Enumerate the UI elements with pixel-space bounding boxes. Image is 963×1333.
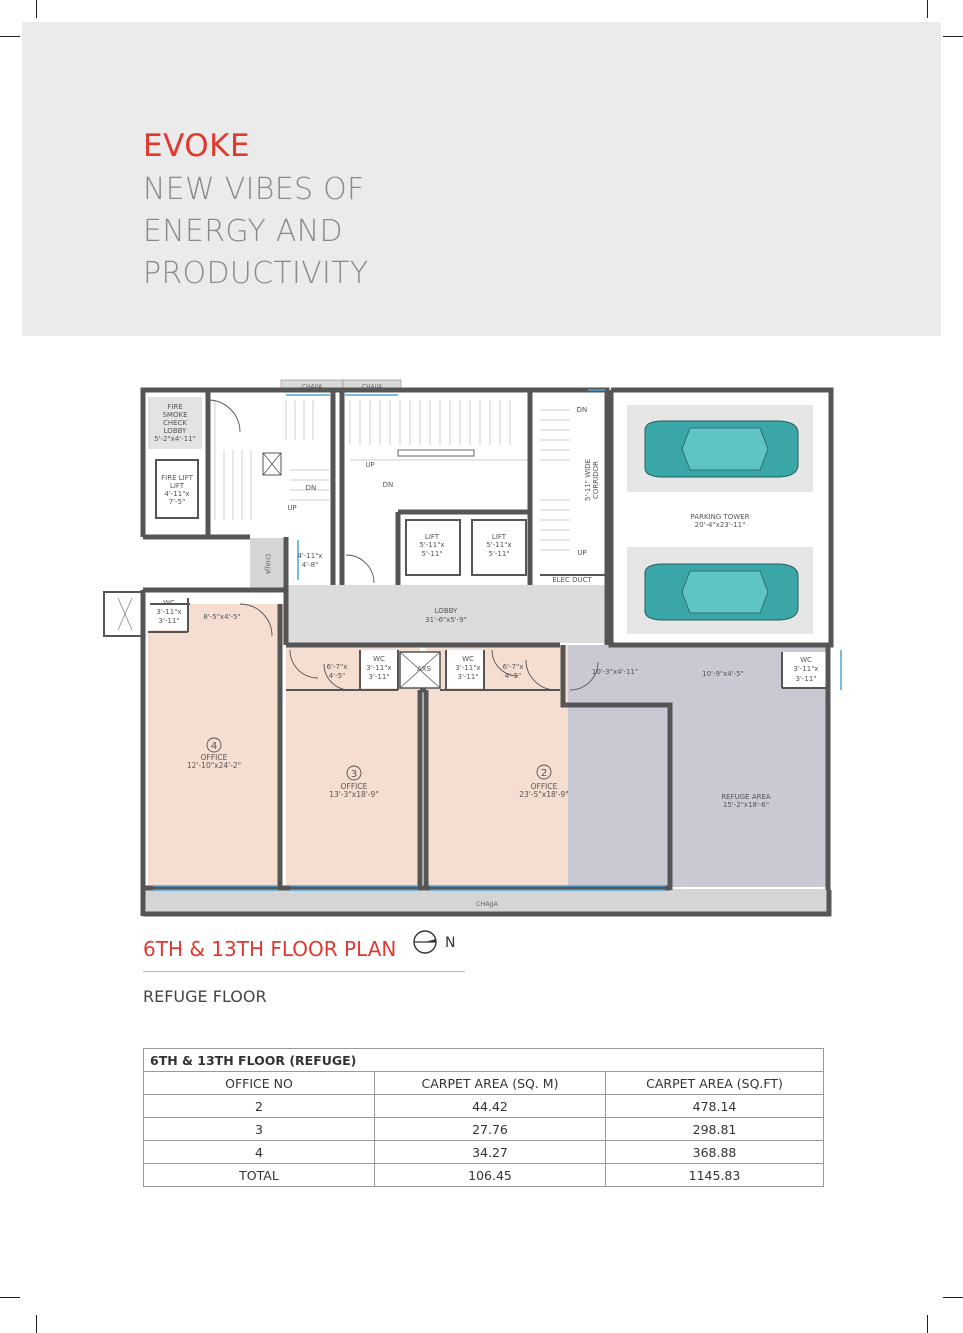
floor-plan-subtitle: REFUGE FLOOR: [143, 987, 267, 1006]
parking-tower-label: PARKING TOWER: [690, 513, 750, 521]
passage-3-size: 6'-7"x: [326, 663, 348, 671]
lift-1-size: 5'-11": [421, 550, 443, 558]
stair-up-label: UP: [287, 504, 297, 512]
tagline-line-2: ENERGY AND: [143, 214, 343, 249]
office-4-number: 4: [210, 741, 218, 752]
tagline-line-1: NEW VIBES OF: [143, 172, 365, 207]
crop-mark: [943, 1297, 963, 1298]
passage-3-size: 4'-5": [328, 672, 346, 680]
stair-up-label: UP: [577, 549, 587, 557]
crop-mark: [36, 1315, 37, 1333]
crop-mark: [927, 0, 928, 18]
chajja-label: CHAJJA: [361, 383, 383, 391]
office-2-label: OFFICE: [530, 782, 558, 791]
duct-west: [104, 592, 144, 636]
table-cell: 478.14: [606, 1095, 824, 1118]
carpet-area-table: [143, 1048, 824, 1187]
refuge-area-size: 15'-2"x18'-6": [722, 801, 770, 809]
lift-2-size: 5'-11"x: [486, 541, 512, 549]
crop-mark: [0, 1297, 20, 1298]
office-3-label: OFFICE: [340, 782, 368, 791]
lift-1-label: LIFT: [424, 533, 440, 541]
stair-dn-label: DN: [576, 406, 588, 414]
corridor-label: CORRIDOR: [592, 461, 600, 499]
north-compass-icon: [409, 929, 457, 959]
passage-2-size: 4'-5": [504, 672, 522, 680]
brand-name: EVOKE: [143, 128, 251, 164]
refuge-passage-size: 10'-3"x4'-11": [591, 668, 639, 676]
table-cell: 34.27: [375, 1141, 606, 1164]
lift-1-size: 5'-11"x: [419, 541, 445, 549]
table-cell: 368.88: [606, 1141, 824, 1164]
chajja-west-label: CHAJJA: [264, 553, 271, 575]
crop-mark: [36, 0, 37, 18]
table-caption: 6TH & 13TH FLOOR (REFUGE): [144, 1049, 824, 1072]
wc-4-label: WC: [163, 599, 175, 607]
refuge-passage-size: 10'-9"x4'-5": [702, 670, 744, 678]
table-row: [144, 1118, 824, 1141]
table-cell: 106.45: [375, 1164, 606, 1187]
office-2-size: 23'-5"x18'-9": [519, 790, 569, 799]
fire-smoke-label: SMOKE: [162, 411, 188, 419]
table-total-row: [144, 1164, 824, 1187]
refuge-passage-floor: [568, 645, 668, 707]
wc-3-label: WC: [373, 655, 385, 663]
table-header: CARPET AREA (SQ. M): [375, 1072, 606, 1095]
wc-4-size: 3'-11"x: [156, 608, 182, 616]
car-icon: [645, 564, 798, 620]
tagline-line-3: PRODUCTIVITY: [143, 256, 369, 291]
table-cell: 1145.83: [606, 1164, 824, 1187]
table-header: CARPET AREA (SQ.FT): [606, 1072, 824, 1095]
crop-mark: [0, 36, 20, 37]
passage-4-size: 8'-5"x4'-5": [203, 613, 241, 621]
table-cell: 2: [144, 1095, 375, 1118]
wc-refuge-size: 3'-11"x: [793, 665, 819, 673]
car-icon: [645, 421, 798, 477]
fire-lift-size: 7'-5": [168, 498, 186, 506]
wc-2-label: WC: [462, 655, 474, 663]
floor-plan-drawing: [100, 376, 850, 921]
chajja-label: CHAJJA: [301, 383, 323, 391]
wc-refuge-label: WC: [800, 656, 812, 664]
table-cell: 3: [144, 1118, 375, 1141]
passage-2-size: 6'-7"x: [502, 663, 524, 671]
lift-2-size: 5'-11": [488, 550, 510, 558]
table-header: OFFICE NO: [144, 1072, 375, 1095]
parking-tower-size: 20'-4"x23'-11": [694, 521, 746, 529]
crop-mark: [927, 1315, 928, 1333]
wc-4-size: 3'-11": [158, 617, 180, 625]
stair-up-label: UP: [365, 461, 375, 469]
office-4-label: OFFICE: [200, 753, 228, 762]
office-3-size: 13'-3"x18'-9": [329, 790, 379, 799]
small-lobby-size: 4'-11"x: [297, 552, 323, 560]
refuge-area-label: REFUGE AREA: [721, 793, 771, 801]
wc-refuge-size: 3'-11": [795, 675, 817, 683]
table-cell: 298.81: [606, 1118, 824, 1141]
lobby-size: 31'-6"x5'-9": [425, 616, 467, 624]
fire-smoke-label: FIRE: [167, 403, 183, 411]
corridor-label: 5'-11" WIDE: [584, 458, 592, 502]
fire-smoke-size: 5'-2"x4'-11": [154, 435, 196, 443]
table-cell: 4: [144, 1141, 375, 1164]
fire-lift-label: LIFT: [169, 482, 185, 490]
elec-duct-label: ELEC DUCT: [552, 576, 592, 584]
table-row: [144, 1141, 824, 1164]
fire-lift-label: FIRE LIFT: [161, 474, 193, 482]
axs-label: AXS: [416, 665, 432, 673]
small-lobby-size: 4'-8": [301, 561, 319, 569]
stair-dn-label: DN: [382, 481, 394, 489]
office-3-number: 3: [350, 769, 358, 780]
fire-lift-size: 4'-11"x: [164, 490, 190, 498]
table-header-row: [144, 1072, 824, 1095]
compass-north-label: N: [445, 935, 456, 951]
fire-smoke-label: LOBBY: [163, 427, 187, 435]
lobby-label: LOBBY: [434, 607, 458, 615]
stair-dn-label: DN: [305, 484, 317, 492]
wc-2-size: 3'-11"x: [455, 664, 481, 672]
wc-2-size: 3'-11": [457, 673, 479, 681]
floor-plan-title: 6TH & 13TH FLOOR PLAN: [143, 937, 397, 961]
table-caption-row: [144, 1049, 824, 1072]
heading-divider: [143, 971, 465, 972]
crop-mark: [943, 36, 963, 37]
table-cell: 27.76: [375, 1118, 606, 1141]
table-row: [144, 1095, 824, 1118]
chajja-south-label: CHAJJA: [475, 900, 499, 908]
table-cell: 44.42: [375, 1095, 606, 1118]
wc-3-size: 3'-11": [368, 673, 390, 681]
lift-2-label: LIFT: [491, 533, 507, 541]
office-4-size: 12'-10"x24'-2": [186, 761, 242, 770]
office-2-number: 2: [540, 768, 548, 779]
fire-smoke-label: CHECK: [162, 419, 188, 427]
wc-3-size: 3'-11"x: [366, 664, 392, 672]
table-cell: TOTAL: [144, 1164, 375, 1187]
